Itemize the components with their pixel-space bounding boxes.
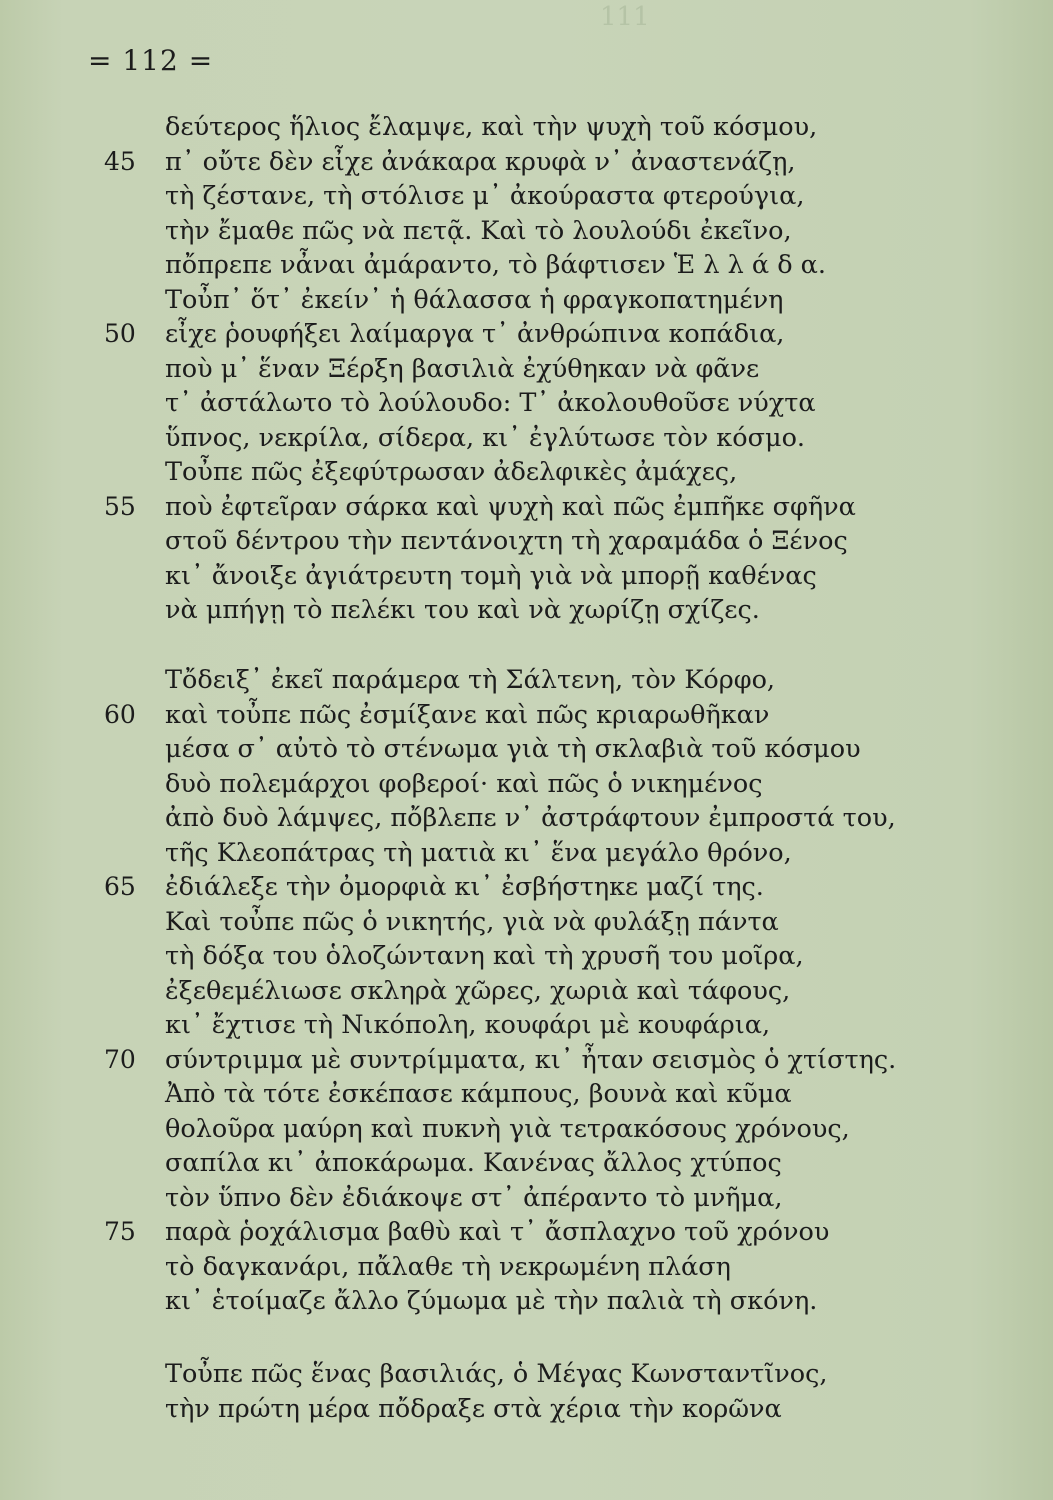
poem-line: [0, 386, 1053, 421]
line-text: δυὸ πολεμάρχοι φοβεροί· καὶ πῶς ὁ νικημένος: [165, 768, 763, 799]
line-text: Ἀπὸ τὰ τότε ἐσκέπασε κάμπους, βουνὰ καὶ κῦμα: [165, 1079, 792, 1109]
line-text: ποὺ μ᾿ ἕναν Ξέρξη βασιλιὰ ἐχύθηκαν νὰ φᾶνε: [165, 353, 760, 384]
poem-line: [0, 905, 1053, 940]
line-text: τὴν ἔμαθε πῶς νὰ πετᾷ. Καὶ τὸ λουλούδι ἐκεῖνο,: [165, 215, 792, 246]
line-text: κι᾿ ἑτοίμαζε ἄλλο ζύμωμα μὲ τὴν παλιὰ τὴ σκόνη.: [165, 1286, 818, 1316]
poem-line: [0, 490, 1053, 525]
poem-line: [0, 110, 1053, 145]
poem-line: [0, 179, 1053, 214]
line-text: δεύτερος ἥλιος ἔλαμψε, καὶ τὴν ψυχὴ τοῦ κόσμου,: [165, 112, 818, 142]
line-text: σύντριμμα μὲ συντρίμματα, κι᾿ ἦταν σεισμὸς ὁ χτίστης.: [165, 1044, 897, 1075]
line-text: ἐξεθεμέλιωσε σκληρὰ χῶρες, χωριὰ καὶ τάφους,: [165, 975, 791, 1006]
line-text: νὰ μπήγῃ τὸ πελέκι του καὶ νὰ χωρίζῃ σχίζες.: [165, 595, 760, 625]
line-text: Καὶ τοὖπε πῶς ὁ νικητής, γιὰ νὰ φυλάξῃ πάντα: [165, 906, 779, 937]
line-text: τὴν πρώτη μέρα πὄδραξε στὰ χέρια τὴν κορῶνα: [165, 1393, 782, 1424]
line-number: 45: [104, 146, 136, 176]
line-text: τὴ δόξα του ὁλοζώντανη καὶ τὴ χρυσῆ του μοῖρα,: [165, 941, 804, 971]
poem-line: [0, 870, 1053, 905]
line-text: ὕπνος, νεκρίλα, σίδερα, κι᾿ ἐγλύτωσε τὸν κόσμο.: [165, 422, 806, 453]
line-text: Τοὖπ᾿ ὅτ᾿ ἐκείν᾿ ἡ θάλασσα ἡ φραγκοπατημένη: [165, 284, 784, 315]
poem-line: [0, 1392, 1053, 1427]
poem-line: [0, 1357, 1053, 1392]
poem-line: [0, 283, 1053, 318]
poem-line: [0, 732, 1053, 767]
poem-line: [0, 593, 1053, 628]
line-text: τ᾿ ἀστάλωτο τὸ λούλουδο: Τ᾿ ἀκολουθοῦσε νύχτα: [165, 388, 816, 418]
line-text: τὸ δαγκανάρι, πἄλαθε τὴ νεκρωμένη πλάση: [165, 1251, 731, 1282]
poem-line: [0, 317, 1053, 352]
line-number: 50: [104, 319, 136, 348]
poem-line: [0, 145, 1053, 180]
poem-line: [0, 559, 1053, 594]
line-text: ἐδιάλεξε τὴν ὀμορφιὰ κι᾿ ἐσβήστηκε μαζί της.: [165, 872, 764, 902]
poem-line: [0, 1008, 1053, 1043]
poem-line: [0, 421, 1053, 456]
line-number: 75: [104, 1217, 136, 1246]
line-number: 65: [104, 872, 136, 901]
line-text: καὶ τοὖπε πῶς ἐσμίξανε καὶ πῶς κριαρωθῆκαν: [165, 699, 770, 730]
line-text: Τὄδειξ᾿ ἐκεῖ παράμερα τὴ Σάλτενη, τὸν Κόρφο,: [165, 665, 776, 695]
poem-line: [0, 1077, 1053, 1112]
line-text: εἶχε ῥουφήξει λαίμαργα τ᾿ ἀνθρώπινα κοπάδια,: [165, 319, 785, 349]
line-text: ἀπὸ δυὸ λάμψες, πὄβλεπε ν᾿ ἀστράφτουν ἐμπροστά του,: [165, 803, 896, 833]
poem-line: [0, 939, 1053, 974]
line-number: 60: [104, 699, 136, 729]
line-text: Τοὖπε πῶς ἕνας βασιλιάς, ὁ Μέγας Κωνσταντῖνος,: [165, 1359, 828, 1389]
stanza-1: [0, 110, 1053, 628]
poem-line: [0, 836, 1053, 871]
line-text: παρὰ ῥοχάλισμα βαθὺ καὶ τ᾿ ἄσπλαχνο τοῦ χρόνου: [165, 1217, 830, 1247]
poem-line: [0, 1181, 1053, 1216]
line-text: τὸν ὕπνο δὲν ἐδιάκοψε στ᾿ ἀπέραντο τὸ μνῆμα,: [165, 1182, 783, 1213]
line-text: κι᾿ ἔχτισε τὴ Νικόπολη, κουφάρι μὲ κουφάρια,: [165, 1010, 771, 1040]
line-text: κι᾿ ἄνοιξε ἀγιάτρευτη τομὴ γιὰ νὰ μπορῇ καθένας: [165, 560, 817, 591]
poem-line: [0, 352, 1053, 387]
poem-line: [0, 1215, 1053, 1250]
poem-line: [0, 1250, 1053, 1285]
page-number-header: = 112 =: [88, 44, 214, 77]
poem-line: [0, 1043, 1053, 1078]
poem-line: [0, 1112, 1053, 1147]
show-through-page-number: 111: [600, 2, 650, 32]
poem-line: [0, 1146, 1053, 1181]
stanza-2: [0, 663, 1053, 1319]
poem-line: [0, 524, 1053, 559]
line-number: 55: [104, 491, 136, 521]
line-text: τὴ ζέστανε, τὴ στόλισε μ᾿ ἀκούραστα φτερούγια,: [165, 181, 805, 211]
line-text: σαπίλα κι᾿ ἀποκάρωμα. Κανένας ἄλλος χτύπος: [165, 1148, 782, 1178]
line-text: πὄπρεπε νἆναι ἀμάραντο, τὸ βάφτισεν Ἑ λ λ ά δ α.: [165, 250, 827, 280]
line-text: π᾿ οὔτε δὲν εἶχε ἀνάκαρα κρυφὰ ν᾿ ἀναστενάζῃ,: [165, 146, 796, 177]
stanza-3: [0, 1357, 1053, 1426]
line-text: ποὺ ἐφτεῖραν σάρκα καὶ ψυχὴ καὶ πῶς ἐμπῆκε σφῆνα: [165, 491, 856, 522]
poem-line: [0, 974, 1053, 1009]
poem-line: [0, 698, 1053, 733]
poem-line: [0, 801, 1053, 836]
line-text: Τοὖπε πῶς ἐξεφύτρωσαν ἀδελφικὲς ἀμάχες,: [165, 457, 738, 487]
poem-line: [0, 455, 1053, 490]
line-text: θολοῦρα μαύρη καὶ πυκνὴ γιὰ τετρακόσους χρόνους,: [165, 1113, 850, 1144]
poem-line: [0, 214, 1053, 249]
line-text: μέσα σ᾿ αὐτὸ τὸ στένωμα γιὰ τὴ σκλαβιὰ τοῦ κόσμου: [165, 734, 861, 764]
line-text: τῆς Κλεοπάτρας τὴ ματιὰ κι᾿ ἕνα μεγάλο θρόνο,: [165, 837, 792, 868]
line-text: στοῦ δέντρου τὴν πεντάνοιχτη τὴ χαραμάδα ὁ Ξένος: [165, 526, 848, 556]
line-number: 70: [104, 1044, 136, 1074]
poem-line: [0, 1284, 1053, 1319]
poem-line: [0, 663, 1053, 698]
poem-line: [0, 248, 1053, 283]
poem-line: [0, 767, 1053, 802]
